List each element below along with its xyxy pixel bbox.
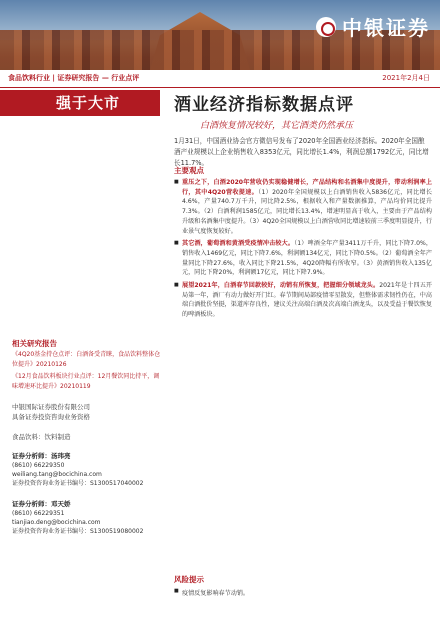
analyst-card	[12, 452, 162, 488]
main-point-highlight: 重压之下，白酒2020年营收仍实现稳健增长，产品结构和名酒集中度提升，带动利润率上行，其中4Q20营收提速。	[182, 179, 432, 196]
industry-label: 食品饮料：饮料制造	[12, 433, 71, 441]
analyst-phone: (8610) 66229350	[12, 462, 65, 469]
rating-badge: 强于大市	[0, 90, 160, 116]
analyst-email[interactable]: weiliang.tang@bocichina.com	[12, 471, 102, 478]
analyst-card	[12, 500, 162, 536]
report-tags: 食品饮料行业 | 证券研究报告 — 行业点评	[8, 74, 140, 82]
main-point-highlight: 展望2021年，白酒春节回款较好，动销有所恢复，把握细分领域龙头。	[182, 282, 380, 290]
logo-icon	[316, 17, 336, 37]
analyst-phone: (8610) 66229351	[12, 510, 65, 517]
analyst-cert: 证券投资咨询业务证书编号：S1300517040002	[12, 480, 144, 487]
main-point-body: （1）2020年全国规模以上白酒销售收入5836亿元，同比增长4.6%，产量740.7万千升，同比降2.5%，根据收入和产量数据推算，产品均价同比提升7.3%。（2）白酒利润1585亿元，同比增长13.4%，增速明显高于收入，主要由于产品结构升级和名酒集中度提升。（3）4Q20全国规模以上白酒营收同比增速较前三季度明显提升，行业景气度恢复较好。	[182, 188, 433, 235]
report-tag-bar	[0, 70, 440, 88]
analyst-email[interactable]: tianjiao.deng@bocichina.com	[12, 519, 101, 526]
main-point-item	[174, 239, 432, 278]
lead-paragraph: 1月31日，中国酒业协会官方微信号发布了2020年全国酒业经济指标。2020年全国酿酒产业规模以上企业销售收入8353亿元，同比增长1.4%，利润总额1792亿元，同比增长11.7%。	[174, 137, 429, 167]
report-title: 酒业经济指标数据点评	[174, 95, 354, 115]
logo-text: 中银证券	[342, 16, 430, 40]
related-reports-heading: 相关研究报告	[12, 339, 57, 348]
section-heading-risk: 风险提示	[174, 575, 204, 584]
header-banner	[0, 0, 440, 70]
main-point-item	[174, 178, 432, 236]
main-point-body: （1）啤酒全年产量3411万千升，同比下降7.0%，销售收入1469亿元，同比下降7.6%，利润额134亿元，同比下降0.5%。（2）葡萄酒全年产量同比下降27.6%，收入同比下降21.5%，4Q20降幅有所收窄。（3）黄酒销售收入135亿元，同比下降20%，利润额17亿元，同比下降7.9%。	[182, 240, 432, 277]
main-point-body: 2021年是十四五开局第一年，酒厂有动力做好开门红。春节期间局部疫情零星散发，但整体需求韧性仍在，中高端白酒批价坚挺，渠道库存良性，建议关注高端白酒及次高端白酒龙头，以及受益于餐饮恢复的啤酒板块。	[182, 282, 432, 319]
risk-item: ■ 疫情反复影响春节动销。	[174, 588, 430, 597]
related-report-item[interactable]: 《12月食品饮料板块行业点评：12月餐饮同比持平，调味增速环比提升》20210119	[12, 373, 160, 390]
analyst-name: 证券分析师：邓天娇	[12, 500, 71, 508]
analyst-cert: 证券投资咨询业务证书编号：S1300519080002	[12, 528, 144, 535]
main-points-list	[174, 178, 432, 323]
related-reports-list	[12, 350, 162, 394]
report-subtitle: 白酒恢复情况较好，其它酒类仍然承压	[200, 121, 354, 131]
related-report-item[interactable]: 《4Q20基金持仓点评：白酒备受青睐，食品饮料整体仓位提升》20210126	[12, 351, 161, 368]
organization-info: 中银国际证券股份有限公司 具备证券投资咨询业务资格	[12, 403, 90, 421]
analyst-name: 证券分析师：汤玮亮	[12, 452, 71, 460]
main-point-highlight: 其它酒，葡萄酒和黄酒受疫情冲击较大。	[182, 240, 295, 248]
section-heading-main-points: 主要观点	[174, 166, 204, 175]
report-date: 2021年2月4日	[382, 74, 430, 82]
company-logo	[316, 12, 430, 41]
main-point-item	[174, 281, 432, 320]
